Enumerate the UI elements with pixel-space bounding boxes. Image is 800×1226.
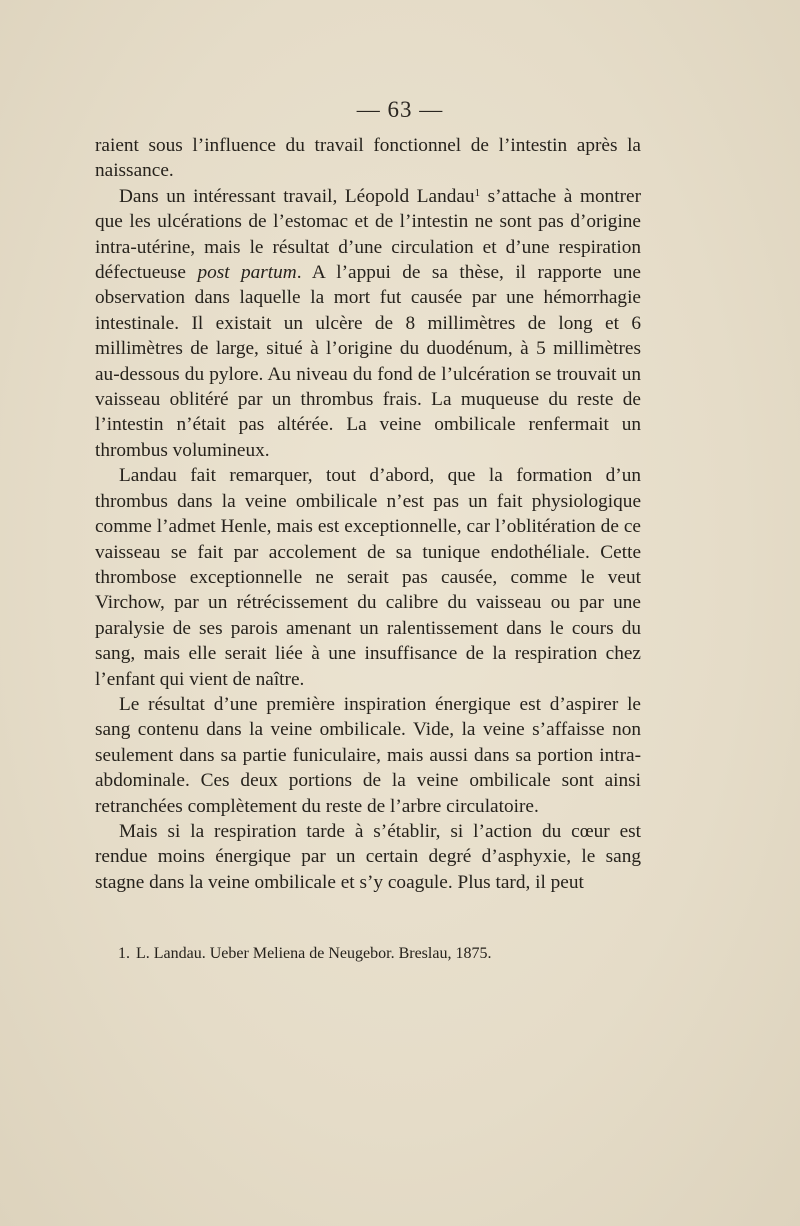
paragraph-2-part-c: . A l’appui de sa thèse, il rapporte une observation dans laquelle la mort fut causée par une hémorrhagie intestinale. Il existait un ulcère de 8 millimètres de long et 6 millimètres de large, situé à l’origine du duodénum, à 5 millimètres au-dessous du pylore. Au niveau du fond de l’ulcération se trouvait un vaisseau oblitéré par un thrombus frais. La muqueuse du reste de l’intestin n’était pas altérée. La veine ombilicale renfermait un thrombus volumineux. (95, 262, 641, 461)
paragraph-3: Landau fait remarquer, tout d’abord, que la formation d’un thrombus dans la veine ombilicale n’est pas un fait physiologique comme l’admet Henle, mais est exceptionnelle, car l’oblitération de ce vaisseau se fait par accolement de sa tunique endothéliale. Cette thrombose exceptionnelle ne serait pas causée, comme le veut Virchow, par un rétrécissement du calibre du vaisseau ou par une paralysie de ses parois amenant un ralentissement dans le cours du sang, mais elle serait liée à une insuffisance de la respiration chez l’enfant qui vient de naître. (95, 465, 641, 690)
paragraph-1: raient sous l’influence du travail fonctionnel de l’intestin après la naissance. (95, 135, 641, 182)
body-text (95, 133, 641, 895)
paragraph-5: Mais si la respiration tarde à s’établir, si l’action du cœur est rendue moins énergique par un certain degré d’asphyxie, le sang stagne dans la veine ombilicale et s’y coagule. Plus tard, il peut (95, 820, 641, 893)
paragraph-2-part-b: s’attache à montrer que les ulcérations de l’estomac et de l’intestin ne sont pas d’origine intra-utérine, mais le résultat d’une circulation et d’une respiration défectueuse (95, 185, 641, 284)
page-number: — 63 — (356, 97, 444, 122)
italic-phrase: post partum (197, 262, 297, 284)
paragraph-2-part-a: Dans un intéressant travail, Léopold Landau (119, 185, 475, 207)
paragraph-4: Le résultat d’une première inspiration énergique est d’aspirer le sang contenu dans la veine ombilicale. Vide, la veine s’affaisse non seulement dans sa partie funiculaire, mais aussi dans sa portion intra-abdominale. Ces deux portions de la veine ombilicale sont ainsi retranchées complètement du reste de l’arbre circulatoire. (95, 693, 641, 817)
footnote-number: 1. (118, 945, 130, 962)
footnote (118, 944, 638, 964)
paragraph-2 (95, 184, 641, 463)
footnote-text: L. Landau. Ueber Meliena de Neugebor. Breslau, 1875. (136, 945, 492, 962)
footnote-reference: 1 (474, 186, 481, 199)
